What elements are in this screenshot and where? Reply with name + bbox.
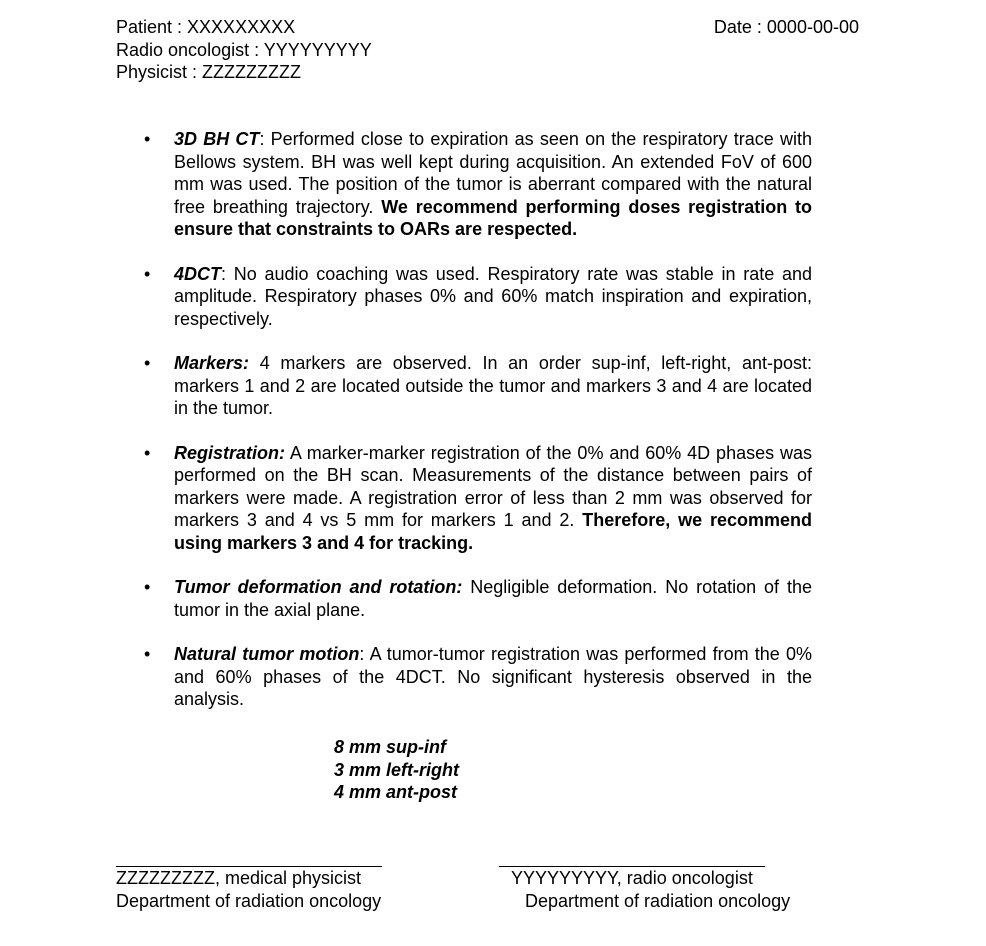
finding-text: Negligible deformation. No rotation of the tumor in the axial plane. [174, 577, 812, 620]
bullet-icon: • [144, 263, 151, 284]
finding-registration [140, 442, 812, 555]
report-header [116, 16, 372, 84]
signature-name: ZZZZZZZZZ, medical physicist [116, 868, 362, 888]
finding-text: 4 markers are observed. In an order sup-inf, left-right, ant-post: markers 1 and 2 are located outside the tumor and markers 3 and 4 are located in the tumor. [174, 353, 812, 418]
patient-label: Patient : XXXXXXXXX [116, 17, 296, 37]
bullet-icon: • [144, 644, 151, 664]
finding-recommendation: Therefore, we recommend using markers 3 and 4 for tracking. [174, 510, 812, 553]
radio-oncologist-label: Radio oncologist : YYYYYYYYY [116, 39, 372, 60]
finding-text: : No audio coaching was used. Respiratory rate was stable in rate and amplitude. Respiratory phases 0% and 60% match inspiration and expiration, respectively. [174, 263, 812, 329]
physicist-signature [116, 866, 416, 912]
finding-text: : Performed close to expiration as seen on the respiratory trace with Bellows system. BH was well kept during acquisition. An extended FoV of 600 mm was used. The position of the tumor is aberrant compared with the natural free breathing trajectory. [174, 129, 812, 217]
motion-left-right: 3 mm left-right [334, 759, 460, 780]
signature-department: Department of radiation oncology [525, 890, 791, 911]
finding-tumor-deformation [140, 576, 812, 621]
physicist-label: Physicist : ZZZZZZZZZ [116, 62, 301, 82]
finding-term: Markers: [174, 353, 250, 373]
bullet-icon: • [144, 129, 151, 149]
signature-department: Department of radiation oncology [116, 890, 382, 911]
finding-markers [140, 352, 812, 420]
finding-term: Natural tumor motion [174, 644, 360, 664]
bullet-icon: • [144, 442, 151, 463]
finding-4dct [140, 263, 812, 331]
report-date: Date : 0000-00-00 [713, 17, 859, 37]
signature-name: YYYYYYYYY, radio oncologist [511, 868, 753, 888]
finding-term: 3D BH CT [174, 129, 260, 149]
finding-text: : A tumor-tumor registration was performed from the 0% and 60% phases of the 4DCT. No significant hysteresis observed in the analysis. [174, 644, 813, 709]
bullet-icon: • [144, 353, 151, 373]
tumor-motion-values [334, 736, 459, 804]
bullet-icon: • [144, 577, 151, 597]
finding-term: 4DCT [174, 263, 222, 284]
finding-text: A marker-marker registration of the 0% and 60% 4D phases was performed on the BH scan. Measurements of the distance between pairs of markers were made. A registration error of less than 2 mm was observed for markers 3 and 4 vs 5 mm for markers 1 and 2. [174, 442, 812, 530]
radio-oncologist-signature [499, 866, 819, 912]
finding-term: Registration: [174, 442, 286, 463]
motion-ant-post: 4 mm ant-post [334, 782, 458, 802]
finding-natural-motion [140, 643, 812, 711]
motion-sup-inf: 8 mm sup-inf [334, 737, 447, 757]
findings-list [140, 128, 812, 711]
finding-term: Tumor deformation and rotation: [174, 577, 463, 597]
finding-3d-bh-ct [140, 128, 812, 241]
finding-recommendation: We recommend performing doses registration to ensure that constraints to OARs are respected. [174, 196, 812, 239]
